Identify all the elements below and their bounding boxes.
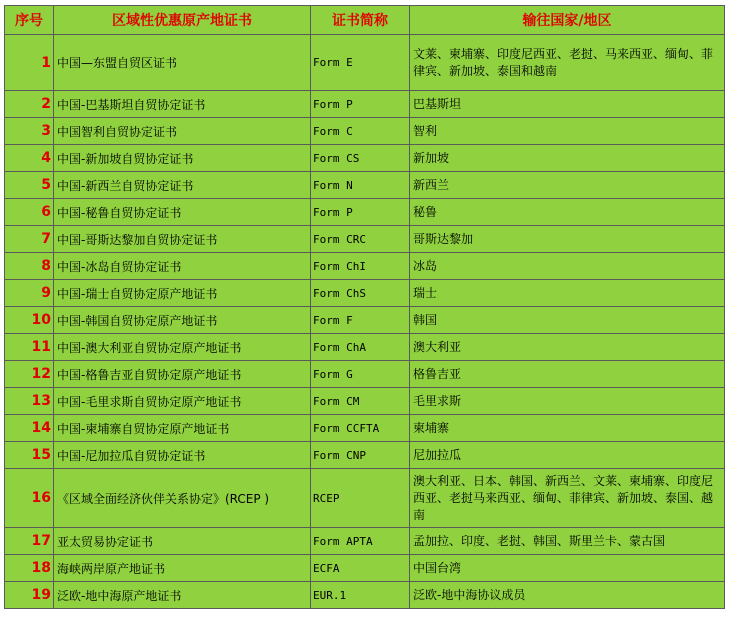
- row-num: 18: [5, 555, 54, 582]
- row-num: 5: [5, 172, 54, 199]
- row-code: Form F: [311, 307, 410, 334]
- row-dest: 格鲁吉亚: [410, 361, 725, 388]
- row-num: 19: [5, 582, 54, 609]
- table-row: [5, 172, 725, 199]
- header-name: 区域性优惠原产地证书: [54, 6, 311, 35]
- row-name: 中国-毛里求斯自贸协定原产地证书: [54, 388, 311, 415]
- row-code: Form E: [311, 35, 410, 91]
- row-dest: 柬埔寨: [410, 415, 725, 442]
- table-row: [5, 361, 725, 388]
- row-code: Form P: [311, 91, 410, 118]
- row-dest: 秘鲁: [410, 199, 725, 226]
- table-row: [5, 280, 725, 307]
- table-row: [5, 199, 725, 226]
- row-num: 8: [5, 253, 54, 280]
- row-num: 14: [5, 415, 54, 442]
- row-dest: 澳大利亚: [410, 334, 725, 361]
- row-num: 11: [5, 334, 54, 361]
- table-row: [5, 307, 725, 334]
- table-row: [5, 145, 725, 172]
- row-name: 海峡两岸原产地证书: [54, 555, 311, 582]
- row-dest: 孟加拉、印度、老挝、韩国、斯里兰卡、蒙古国: [410, 528, 725, 555]
- table-row: [5, 555, 725, 582]
- header-num: 序号: [5, 6, 54, 35]
- row-name: 亚太贸易协定证书: [54, 528, 311, 555]
- row-name: 中国-瑞士自贸协定原产地证书: [54, 280, 311, 307]
- row-name: 中国智利自贸协定证书: [54, 118, 311, 145]
- row-name: 中国-柬埔寨自贸协定原产地证书: [54, 415, 311, 442]
- row-name: 中国-秘鲁自贸协定证书: [54, 199, 311, 226]
- row-dest: 新西兰: [410, 172, 725, 199]
- row-dest: 澳大利亚、日本、韩国、新西兰、文莱、柬埔寨、印度尼西亚、老挝马来西亚、缅甸、菲律宾、新加坡、泰国、越南: [410, 469, 725, 528]
- row-name: 《区域全面经济伙伴关系协定》(RCEP ): [54, 469, 311, 528]
- row-num: 15: [5, 442, 54, 469]
- row-num: 6: [5, 199, 54, 226]
- row-name: 中国-尼加拉瓜自贸协定证书: [54, 442, 311, 469]
- row-name: 中国—东盟自贸区证书: [54, 35, 311, 91]
- row-name: 中国-冰岛自贸协定证书: [54, 253, 311, 280]
- row-num: 16: [5, 469, 54, 528]
- row-code: RCEP: [311, 469, 410, 528]
- table-row: [5, 253, 725, 280]
- table-row: [5, 469, 725, 528]
- table-row: [5, 415, 725, 442]
- table-row: [5, 582, 725, 609]
- row-num: 12: [5, 361, 54, 388]
- row-dest: 文莱、柬埔寨、印度尼西亚、老挝、马来西亚、缅甸、菲律宾、新加坡、泰国和越南: [410, 35, 725, 91]
- row-code: Form G: [311, 361, 410, 388]
- table-row: [5, 528, 725, 555]
- row-code: Form C: [311, 118, 410, 145]
- row-dest: 韩国: [410, 307, 725, 334]
- row-num: 17: [5, 528, 54, 555]
- row-num: 2: [5, 91, 54, 118]
- table-row: [5, 91, 725, 118]
- row-code: Form CCFTA: [311, 415, 410, 442]
- row-dest: 瑞士: [410, 280, 725, 307]
- row-dest: 泛欧-地中海协议成员: [410, 582, 725, 609]
- row-dest: 冰岛: [410, 253, 725, 280]
- table-row: [5, 226, 725, 253]
- row-name: 中国-韩国自贸协定原产地证书: [54, 307, 311, 334]
- row-num: 1: [5, 35, 54, 91]
- table-row: [5, 388, 725, 415]
- row-name: 中国-新加坡自贸协定证书: [54, 145, 311, 172]
- row-code: Form ChS: [311, 280, 410, 307]
- row-num: 10: [5, 307, 54, 334]
- header-code: 证书简称: [311, 6, 410, 35]
- row-code: Form ChA: [311, 334, 410, 361]
- row-dest: 毛里求斯: [410, 388, 725, 415]
- table-row: [5, 35, 725, 91]
- row-dest: 巴基斯坦: [410, 91, 725, 118]
- row-name: 泛欧-地中海原产地证书: [54, 582, 311, 609]
- row-code: Form CM: [311, 388, 410, 415]
- row-code: Form P: [311, 199, 410, 226]
- row-num: 13: [5, 388, 54, 415]
- row-code: Form CRC: [311, 226, 410, 253]
- row-num: 7: [5, 226, 54, 253]
- table-row: [5, 334, 725, 361]
- table-row: [5, 442, 725, 469]
- row-num: 9: [5, 280, 54, 307]
- row-name: 中国-新西兰自贸协定证书: [54, 172, 311, 199]
- row-code: Form ChI: [311, 253, 410, 280]
- row-dest: 中国台湾: [410, 555, 725, 582]
- row-name: 中国-哥斯达黎加自贸协定证书: [54, 226, 311, 253]
- row-code: Form N: [311, 172, 410, 199]
- row-code: Form APTA: [311, 528, 410, 555]
- row-name: 中国-澳大利亚自贸协定原产地证书: [54, 334, 311, 361]
- header-row: [5, 6, 725, 35]
- row-code: Form CNP: [311, 442, 410, 469]
- row-code: ECFA: [311, 555, 410, 582]
- row-dest: 智利: [410, 118, 725, 145]
- row-num: 4: [5, 145, 54, 172]
- row-dest: 哥斯达黎加: [410, 226, 725, 253]
- row-name: 中国-巴基斯坦自贸协定证书: [54, 91, 311, 118]
- header-dest: 输往国家/地区: [410, 6, 725, 35]
- row-dest: 新加坡: [410, 145, 725, 172]
- row-dest: 尼加拉瓜: [410, 442, 725, 469]
- table-row: [5, 118, 725, 145]
- row-code: Form CS: [311, 145, 410, 172]
- row-name: 中国-格鲁吉亚自贸协定原产地证书: [54, 361, 311, 388]
- certificate-table: [4, 5, 725, 609]
- row-code: EUR.1: [311, 582, 410, 609]
- row-num: 3: [5, 118, 54, 145]
